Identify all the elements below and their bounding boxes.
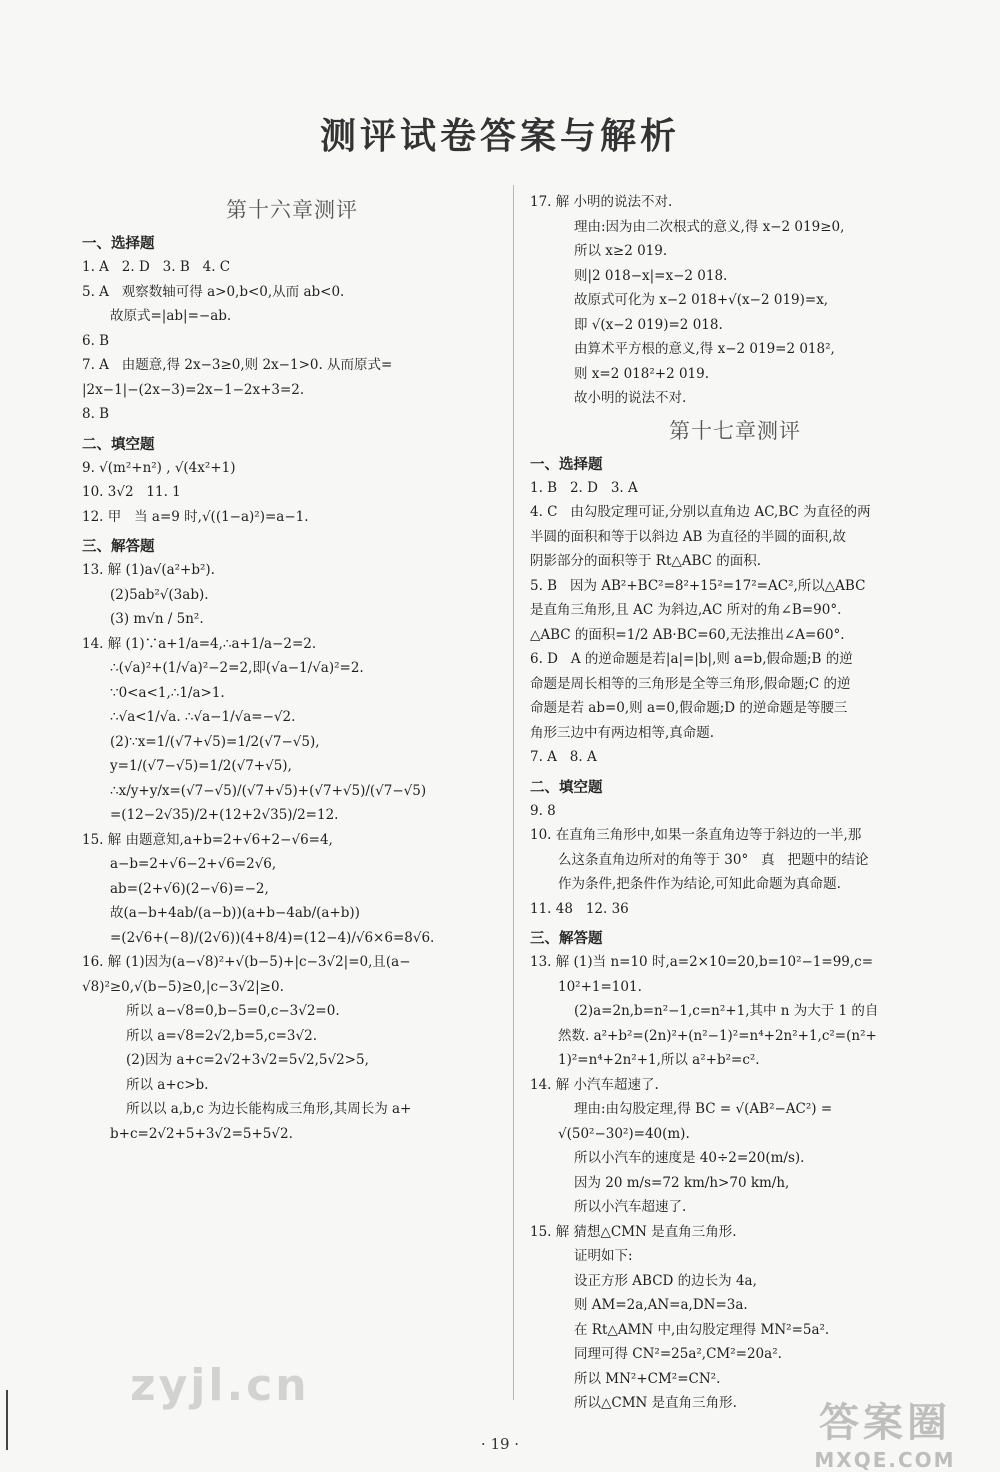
section-heading: 三、解答题 bbox=[82, 538, 155, 555]
answer-line: 4. C 由勾股定理可证,分别以直角边 AC,BC 为直径的两 bbox=[530, 504, 871, 520]
answer-line: |2x−1|−(2x−3)=2x−1−2x+3=2. bbox=[82, 381, 305, 398]
answer-line: (2)因为 a+c=2√2+3√2=5√2,5√2>5, bbox=[126, 1052, 369, 1068]
right-answer-list-continued bbox=[530, 190, 940, 411]
answer-line: a−b=2+√6−2+√6=2√6, bbox=[110, 856, 277, 872]
answer-line: y=1/(√7−√5)=1/2(√7+√5), bbox=[110, 758, 292, 774]
answer-line: ∵0<a<1,∴1/a>1. bbox=[110, 684, 225, 701]
answer-line: 1. A 2. D 3. B 4. C bbox=[82, 259, 231, 275]
answer-line: 15. 解 由题意知,a+b=2+√6+2−√6=4, bbox=[82, 831, 333, 848]
answer-line: ∴(√a)²+(1/√a)²−2=2,即(√a−1/√a)²=2. bbox=[110, 660, 364, 676]
answer-line: =(12−2√35)/2+(12+2√35)/2=12. bbox=[110, 807, 339, 823]
answer-line: (2)∵x=1/(√7+√5)=1/2(√7−√5), bbox=[110, 733, 320, 750]
answer-line: 9. √(m²+n²) , √(4x²+1) bbox=[82, 459, 236, 476]
answer-line: (2)5ab²√(3ab). bbox=[110, 586, 209, 603]
answer-line: ∴√a<1/√a. ∴√a−1/√a=−√2. bbox=[110, 709, 296, 725]
column-divider bbox=[513, 185, 514, 1400]
answer-line: 6. B bbox=[82, 332, 110, 349]
answer-line: 7. A 8. A bbox=[530, 749, 597, 765]
watermark-logo bbox=[795, 1391, 975, 1472]
right-column bbox=[530, 190, 940, 1416]
answer-line: 设正方形 ABCD 的边长为 4a, bbox=[574, 1272, 757, 1289]
answer-line: (2)a=2n,b=n²−1,c=n²+1,其中 n 为大于 1 的自 bbox=[574, 1003, 879, 1019]
watermark-domain: MXQE.COM bbox=[814, 1448, 956, 1472]
answer-line: 16. 解 (1)因为(a−√8)²+√(b−5)+|c−3√2|=0,且(a− bbox=[82, 954, 411, 970]
answer-line: 所以△CMN 是直角三角形. bbox=[574, 1395, 737, 1411]
page-number: · 19 · bbox=[480, 1435, 520, 1453]
chapter-17-title: 第十七章测评 bbox=[669, 418, 801, 443]
answer-line: =(2√6+(−8)/(2√6))(4+8/4)=(12−4)/√6×6=8√6. bbox=[110, 929, 435, 946]
section-heading: 一、选择题 bbox=[530, 455, 603, 473]
section-heading: 二、填空题 bbox=[82, 435, 155, 453]
answer-line: 理由:因为由二次根式的意义,得 x−2 019≥0, bbox=[574, 218, 845, 235]
answer-line: 所以 a+c>b. bbox=[126, 1076, 209, 1093]
answer-line: √8)²≥0,√(b−5)≥0,|c−3√2|≥0. bbox=[82, 978, 284, 995]
answer-line: 在 Rt△AMN 中,由勾股定理得 MN²=5a². bbox=[574, 1321, 830, 1338]
answer-line: 所以 x≥2 019. bbox=[574, 243, 668, 259]
answer-line: 同理可得 CN²=25a²,CM²=20a². bbox=[574, 1346, 782, 1362]
answer-line: ∴x/y+y/x=(√7−√5)/(√7+√5)+(√7+√5)/(√7−√5) bbox=[110, 782, 427, 799]
answer-line: 13. 解 (1)a√(a²+b²). bbox=[82, 562, 215, 578]
answer-line: 14. 解 小汽车超速了. bbox=[530, 1076, 659, 1093]
answer-line: (3) m√n / 5n². bbox=[110, 611, 204, 627]
answer-line: 所以小汽车的速度是 40÷2=20(m/s). bbox=[574, 1150, 805, 1166]
answer-line: 所以 MN²+CM²=CN². bbox=[574, 1370, 721, 1387]
answer-line: 命题是周长相等的三角形是全等三角形,假命题;C 的逆 bbox=[530, 675, 851, 692]
watermark-left: zyjl.cn bbox=[130, 1360, 310, 1411]
answer-line: 所以 a=√8=2√2,b=5,c=3√2. bbox=[126, 1027, 318, 1044]
answer-line: 然数. a²+b²=(2n)²+(n²−1)²=n⁴+2n²+1,c²=(n²+ bbox=[558, 1027, 877, 1044]
answer-line: 所以 a−√8=0,b−5=0,c−3√2=0. bbox=[126, 1003, 340, 1019]
section-heading: 一、选择题 bbox=[82, 235, 155, 252]
answer-line: 10²+1=101. bbox=[558, 978, 642, 995]
answer-line: 么这条直角边所对的角等于 30° 真 把题中的结论 bbox=[558, 851, 869, 868]
left-answer-list bbox=[82, 232, 502, 1146]
answer-line: 14. 解 (1)∵a+1/a=4,∴a+1/a−2=2. bbox=[82, 635, 317, 652]
answer-line: 由算术平方根的意义,得 x−2 019=2 018², bbox=[574, 341, 835, 357]
answer-line: √(50²−30²)=40(m). bbox=[558, 1125, 690, 1142]
answer-line: 则 AM=2a,AN=a,DN=3a. bbox=[574, 1297, 748, 1313]
answer-line: 9. 8 bbox=[530, 802, 556, 819]
right-answer-list bbox=[530, 453, 940, 1416]
answer-line: 5. A 观察数轴可得 a>0,b<0,从而 ab<0. bbox=[82, 283, 345, 300]
answer-line: 12. 甲 当 a=9 时,√((1−a)²)=a−1. bbox=[82, 508, 309, 525]
left-column bbox=[82, 190, 502, 1146]
answer-line: 是直角三角形,且 AC 为斜边,AC 所对的角∠B=90°. bbox=[530, 602, 842, 618]
answer-line: 作为条件,把条件作为结论,可知此命题为真命题. bbox=[558, 876, 841, 892]
answer-line: 阴影部分的面积等于 Rt△ABC 的面积. bbox=[530, 553, 762, 569]
page-edge-mark bbox=[6, 1390, 8, 1450]
answer-line: 理由:由勾股定理,得 BC = √(AB²−AC²) = bbox=[574, 1101, 833, 1117]
answer-line: 角形三边中有两边相等,真命题. bbox=[530, 724, 715, 741]
answer-line: 证明如下: bbox=[574, 1248, 633, 1264]
answer-line: 故原式可化为 x−2 018+√(x−2 019)=x, bbox=[574, 292, 829, 308]
chapter-16-title: 第十六章测评 bbox=[226, 198, 358, 222]
answer-line: 8. B bbox=[82, 406, 110, 422]
answer-line: 17. 解 小明的说法不对. bbox=[530, 194, 673, 210]
answer-line: 所以小汽车超速了. bbox=[574, 1199, 687, 1215]
answer-line: 6. D A 的逆命题是若|a|=|b|,则 a=b,假命题;B 的逆 bbox=[530, 651, 853, 667]
answer-line: 因为 20 m/s=72 km/h>70 km/h, bbox=[574, 1174, 790, 1191]
answer-line: 10. 在直角三角形中,如果一条直角边等于斜边的一半,那 bbox=[530, 827, 862, 843]
answer-line: 1)²=n⁴+2n²+1,所以 a²+b²=c². bbox=[558, 1052, 760, 1068]
answer-line: 故小明的说法不对. bbox=[574, 390, 687, 406]
answer-line: 15. 解 猜想△CMN 是直角三角形. bbox=[530, 1223, 737, 1240]
answer-line: 1. B 2. D 3. A bbox=[530, 479, 638, 496]
answer-line: 故(a−b+4ab/(a−b))(a+b−4ab/(a+b)) bbox=[110, 905, 360, 921]
section-heading: 三、解答题 bbox=[530, 930, 603, 947]
watermark-logo-text: 答案圈 bbox=[819, 1400, 951, 1446]
answer-line: △ABC 的面积=1/2 AB·BC=60,无法推出∠A=60°. bbox=[530, 626, 845, 643]
answer-line: 10. 3√2 11. 1 bbox=[82, 484, 181, 500]
answer-line: 即 √(x−2 019)=2 018. bbox=[574, 316, 723, 333]
answer-line: 半圆的面积和等于以斜边 AB 为直径的半圆的面积,故 bbox=[530, 528, 847, 545]
answer-line: 命题是若 ab=0,则 a=0,假命题;D 的逆命题是等腰三 bbox=[530, 700, 848, 716]
answer-line: 11. 48 12. 36 bbox=[530, 900, 629, 917]
answer-line: 则 x=2 018²+2 019. bbox=[574, 365, 710, 382]
answer-line: 5. B 因为 AB²+BC²=8²+15²=17²=AC²,所以△ABC bbox=[530, 577, 866, 594]
answer-line: 7. A 由题意,得 2x−3≥0,则 2x−1>0. 从而原式= bbox=[82, 357, 393, 373]
answer-line: b+c=2√2+5+3√2=5+5√2. bbox=[110, 1125, 293, 1142]
answer-line: 所以以 a,b,c 为边长能构成三角形,其周长为 a+ bbox=[126, 1101, 412, 1117]
section-heading: 二、填空题 bbox=[530, 778, 603, 796]
answer-line: ab=(2+√6)(2−√6)=−2, bbox=[110, 880, 269, 897]
answer-line: 则|2 018−x|=x−2 018. bbox=[574, 267, 728, 284]
page-title: 测评试卷答案与解析 bbox=[319, 115, 680, 157]
answer-line: 13. 解 (1)当 n=10 时,a=2×10=20,b=10²−1=99,c= bbox=[530, 954, 874, 970]
answer-line: 故原式=|ab|=−ab. bbox=[110, 308, 232, 324]
